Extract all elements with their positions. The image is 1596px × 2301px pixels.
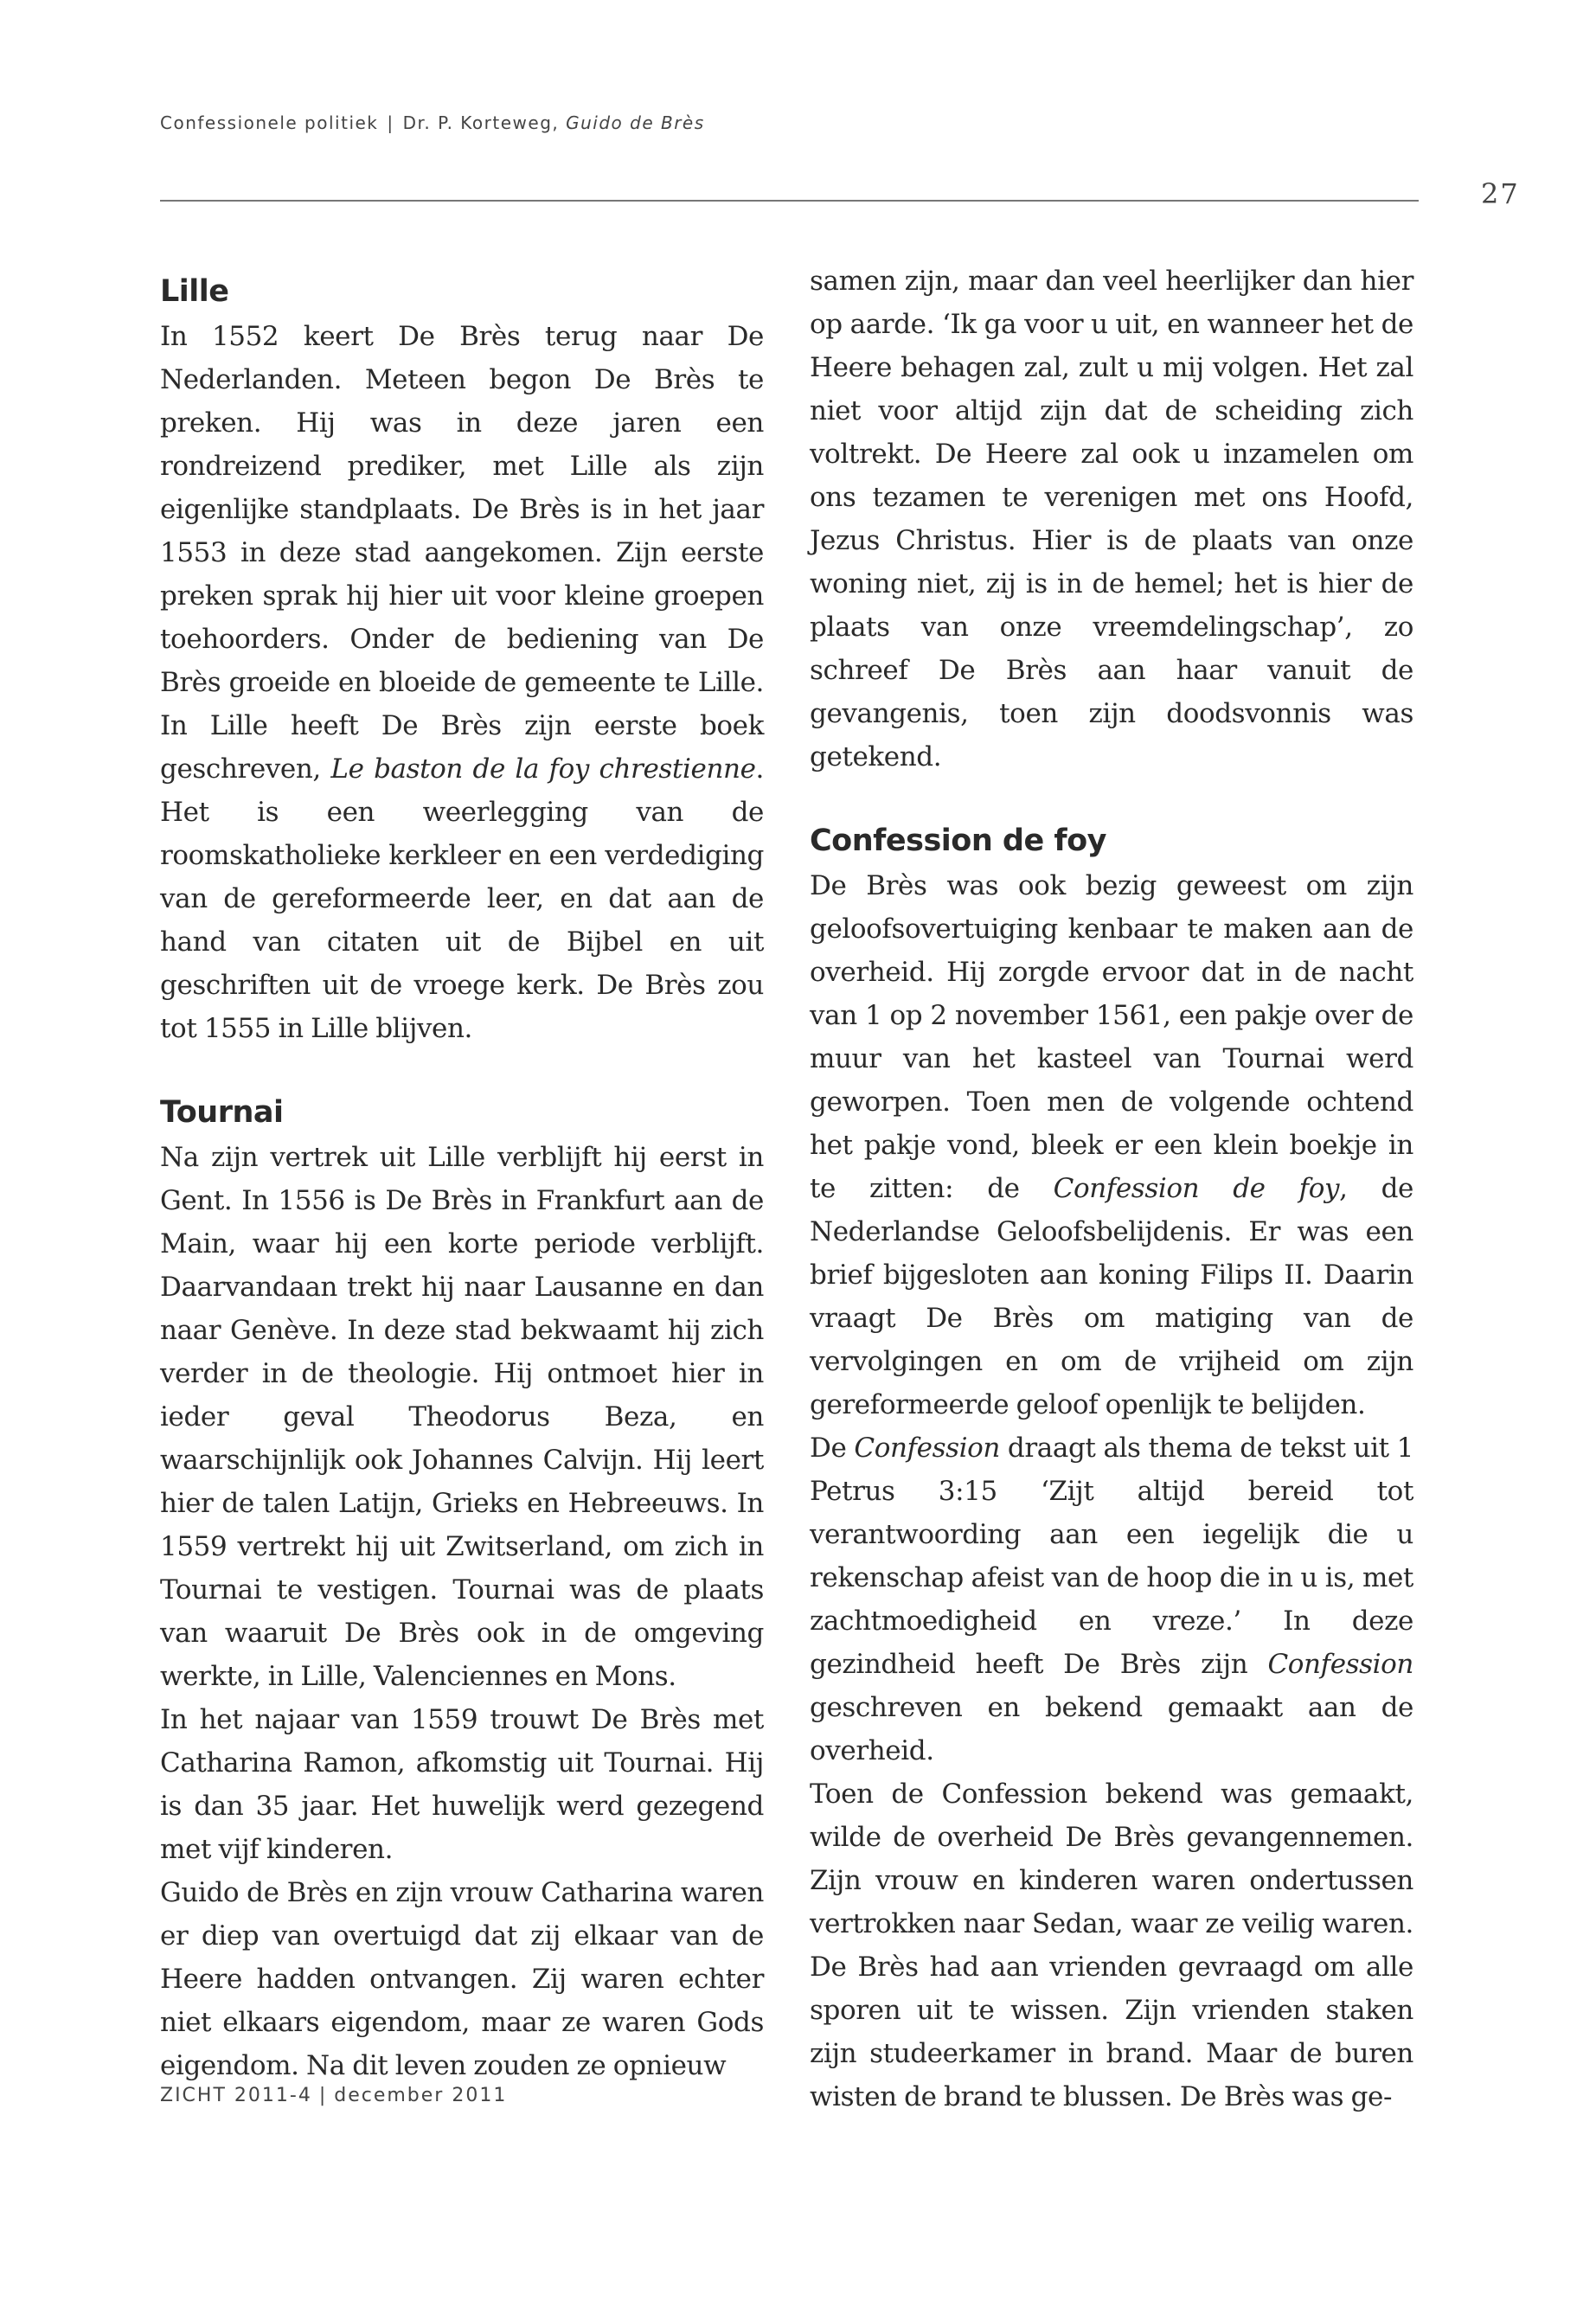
paragraph-confession-1-text-b: , de Nederlandse Geloofsbelijdenis. Er was een brief bijgesloten aan koning Filips II. Daarin vraagt De Brès om matiging van de vervolgingen en om de vrijheid om zijn gereformeerde geloof openlijk te belijden. bbox=[810, 1173, 1413, 1420]
paragraph-lille bbox=[160, 315, 764, 1050]
paragraph-confession-1-text-a: De Brès was ook bezig geweest om zijn geloofsovertuiging kenbaar te maken aan de overheid. Hij zorgde ervoor dat in de nacht van 1 op 2 november 1561, een pakje over de muur van het kasteel van Tournai werd geworpen. Toen men de volgende ochtend het pakje vond, bleek er een klein boekje in te zitten: de bbox=[810, 870, 1413, 1204]
footer-journal: ZICHT 2011-4 bbox=[160, 2085, 312, 2106]
section-heading-lille: Lille bbox=[160, 274, 229, 309]
right-column bbox=[810, 260, 1413, 2118]
paragraph-confession-2-text-a: De bbox=[810, 1433, 855, 1464]
header-separator: | bbox=[387, 112, 394, 133]
book-title-confession: Confession bbox=[854, 1433, 1000, 1464]
paragraph-tournai-1: Na zijn vertrek uit Lille verblijft hij eerst in Gent. In 1556 is De Brès in Frankfurt aan de Main, waar hij een korte periode verblijft. Daarvandaan trekt hij naar Lausanne en dan naar Genève. In deze stad bekwaamt hij zich verder in de theologie. Hij ontmoet hier in ieder geval Theodorus Beza, en waarschijnlijk ook Johannes Calvijn. Hij leert hier de talen Latijn, Grieks en Hebreeuws. In 1559 vertrekt hij uit Zwitserland, om zich in Tournai te vestigen. Tournai was de plaats van waaruit De Brès ook in de omgeving werkte, in Lille, Valenciennes en Mons. bbox=[160, 1142, 764, 1692]
paragraph-tournai-3: Guido de Brès en zijn vrouw Catharina waren er diep van overtuigd dat zij elkaar van de Heere hadden ontvangen. Zij waren echter niet elkaars eigendom, maar ze waren Gods eigendom. Na dit leven zouden ze opnieuw bbox=[160, 1877, 764, 2081]
book-title-confession-de-foy: Confession de foy bbox=[1053, 1173, 1340, 1204]
header-article-title: Guido de Brès bbox=[566, 112, 705, 133]
paragraph-tournai-2: In het najaar van 1559 trouwt De Brès met Catharina Ramon, afkomstig uit Tournai. Hij is dan 35 jaar. Het huwelijk werd gezegend met vijf kinderen. bbox=[160, 1704, 764, 1865]
section-heading-tournai: Tournai bbox=[160, 1095, 284, 1130]
paragraph-confession-2-text-b: draagt als thema de tekst uit 1 Petrus 3:15 ‘Zijt altijd bereid tot verantwoording aan een iegelijk die u rekenschap afeist van de hoop die in u is, met zachtmoedigheid en vreze.’ In deze gezindheid heeft De Brès zijn bbox=[810, 1433, 1414, 1680]
paragraph-confession-2-text-c: geschreven en bekend gemaakt aan de overheid. bbox=[810, 1692, 1413, 1766]
paragraph-confession-3: Toen de Confession bekend was gemaakt, wilde de overheid De Brès gevangennemen. Zijn vrouw en kinderen waren ondertussen vertrokken naar Sedan, waar ze veilig waren. De Brès had aan vrienden gevraagd om alle sporen uit te wissen. Zijn vrienden staken zijn studeerkamer in brand. Maar de buren wisten de brand te blussen. De Brès was ge- bbox=[810, 1779, 1413, 2112]
paragraph-continued: samen zijn, maar dan veel heerlijker dan hier op aarde. ‘Ik ga voor u uit, en wanneer het de Heere behagen zal, zult u mij volgen. Het zal niet voor altijd zijn dat de scheiding zich voltrekt. De Heere zal ook u inzamelen om ons tezamen te verenigen met ons Hoofd, Jezus Christus. Hier is de plaats van onze woning niet, zij is in de hemel; het is hier de plaats van onze vreemdelingschap’, zo schreef De Brès aan haar vanuit de gevangenis, toen zijn doodsvonnis was getekend. bbox=[810, 266, 1413, 772]
section-heading-confession: Confession de foy bbox=[810, 824, 1106, 858]
running-footer bbox=[160, 2085, 507, 2106]
left-column bbox=[160, 260, 764, 2087]
book-title-confession-2: Confession bbox=[1267, 1649, 1413, 1680]
header-author: Dr. P. Korteweg, bbox=[402, 112, 560, 133]
paragraph-confession-1 bbox=[810, 864, 1413, 1426]
footer-date: december 2011 bbox=[334, 2085, 508, 2106]
paragraph-confession-2 bbox=[810, 1426, 1413, 1772]
running-header bbox=[160, 112, 705, 133]
paragraph-lille-text-a: In 1552 keert De Brès terug naar De Nederlanden. Meteen begon De Brès te preken. Hij was in deze jaren een rondreizend prediker, met Lille als zijn eigenlijke standplaats. De Brès is in het jaar 1553 in deze stad aangekomen. Zijn eerste preken sprak hij hier uit voor kleine groepen toehoorders. Onder de bediening van De Brès groeide en bloeide de gemeente te Lille. In Lille heeft De Brès zijn eerste boek geschreven, bbox=[160, 321, 764, 785]
header-rule bbox=[160, 200, 1419, 202]
paragraph-lille-text-b: . Het is een weerlegging van de roomskatholieke kerkleer en een verdediging van de gereformeerde leer, en dat aan de hand van citaten uit de Bijbel en uit geschriften uit de vroege kerk. De Brès zou tot 1555 in Lille blijven. bbox=[160, 753, 764, 1044]
book-title-le-baston: Le baston de la foy chrestienne bbox=[330, 753, 756, 785]
page-number: 27 bbox=[1481, 177, 1520, 210]
footer-separator: | bbox=[318, 2085, 328, 2106]
header-section: Confessionele politiek bbox=[160, 112, 379, 133]
